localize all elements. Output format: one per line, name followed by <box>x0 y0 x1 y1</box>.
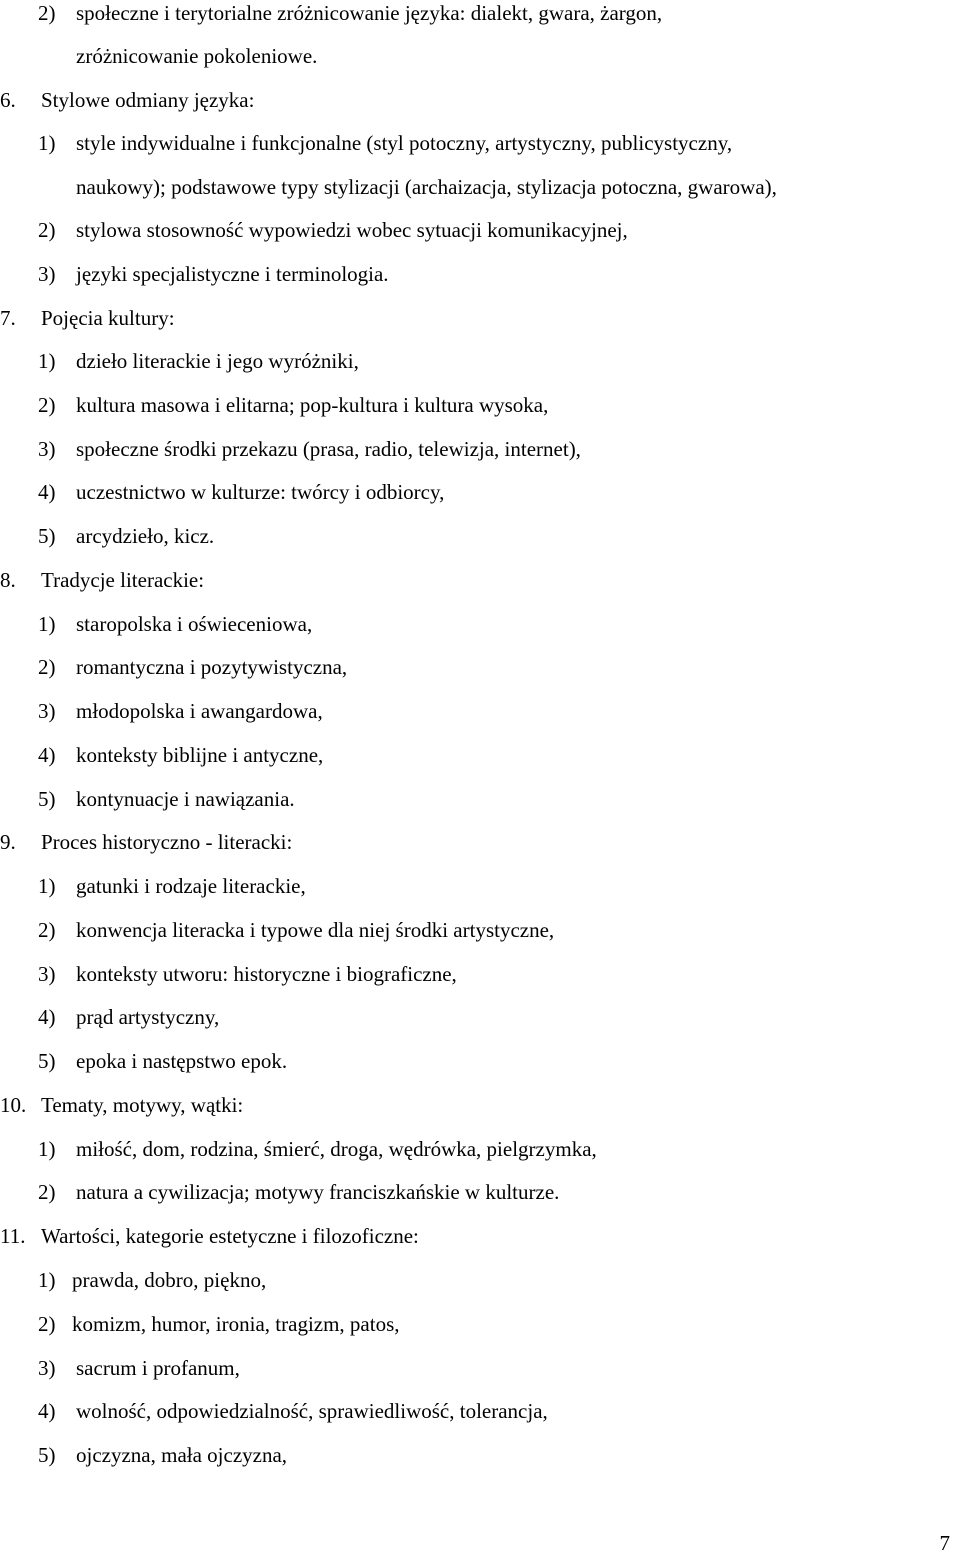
item-text: młodopolska i awangardowa, <box>76 699 323 723</box>
item-text: dzieło literackie i jego wyróżniki, <box>76 349 359 373</box>
section-title: Wartości, kategorie estetyczne i filozoficzne: <box>41 1224 419 1248</box>
item-number: 1) <box>38 874 56 898</box>
item-text: zróżnicowanie pokoleniowe. <box>76 44 318 68</box>
section-title: Stylowe odmiany języka: <box>41 88 255 112</box>
item-number: 2) <box>38 655 56 679</box>
item-number: 5) <box>38 1049 56 1073</box>
item-text: komizm, humor, ironia, tragizm, patos, <box>72 1312 400 1336</box>
item-text: wolność, odpowiedzialność, sprawiedliwość, tolerancja, <box>76 1399 548 1423</box>
item-text: sacrum i profanum, <box>76 1356 240 1380</box>
item-number: 2) <box>38 1312 56 1336</box>
section-title: Pojęcia kultury: <box>41 306 175 330</box>
item-number: 4) <box>38 480 56 504</box>
item-number: 4) <box>38 1399 56 1423</box>
item-text: stylowa stosowność wypowiedzi wobec sytuacji komunikacyjnej, <box>76 218 628 242</box>
item-text: style indywidualne i funkcjonalne (styl potoczny, artystyczny, publicystyczny, <box>76 131 733 155</box>
section-title: Tematy, motywy, wątki: <box>41 1093 244 1117</box>
item-number: 2) <box>38 1180 56 1204</box>
item-number: 2) <box>38 1 56 25</box>
item-number: 4) <box>38 1005 56 1029</box>
item-text: arcydzieło, kicz. <box>76 524 215 548</box>
section-number: 9. <box>0 830 16 854</box>
item-number: 3) <box>38 262 56 286</box>
item-number: 2) <box>38 918 56 942</box>
item-number: 5) <box>38 787 56 811</box>
item-number: 5) <box>38 524 56 548</box>
item-number: 3) <box>38 437 56 461</box>
section-title: Proces historyczno - literacki: <box>41 830 293 854</box>
item-text: ojczyzna, mała ojczyzna, <box>76 1443 288 1467</box>
item-number: 1) <box>38 349 56 373</box>
section-number: 10. <box>0 1093 27 1117</box>
item-text: kultura masowa i elitarna; pop-kultura i kultura wysoka, <box>76 393 549 417</box>
item-text: społeczne i terytorialne zróżnicowanie języka: dialekt, gwara, żargon, <box>76 1 663 25</box>
item-text: prąd artystyczny, <box>76 1005 220 1029</box>
item-number: 1) <box>38 1137 56 1161</box>
section-number: 8. <box>0 568 16 592</box>
item-text: natura a cywilizacja; motywy franciszkańskie w kulturze. <box>76 1180 560 1204</box>
item-text: naukowy); podstawowe typy stylizacji (archaizacja, stylizacja potoczna, gwarowa), <box>76 175 777 199</box>
item-text: miłość, dom, rodzina, śmierć, droga, wędrówka, pielgrzymka, <box>76 1137 597 1161</box>
item-number: 2) <box>38 218 56 242</box>
item-text: konwencja literacka i typowe dla niej środki artystyczne, <box>76 918 555 942</box>
page-number: 7 <box>939 1531 950 1555</box>
item-number: 3) <box>38 1356 56 1380</box>
item-text: społeczne środki przekazu (prasa, radio, telewizja, internet), <box>76 437 581 461</box>
item-text: konteksty utworu: historyczne i biograficzne, <box>76 962 457 986</box>
item-text: gatunki i rodzaje literackie, <box>76 874 306 898</box>
item-number: 2) <box>38 393 56 417</box>
section-title: Tradycje literackie: <box>41 568 205 592</box>
item-number: 1) <box>38 612 56 636</box>
section-number: 11. <box>0 1224 26 1248</box>
item-text: uczestnictwo w kulturze: twórcy i odbiorcy, <box>76 480 445 504</box>
item-text: prawda, dobro, piękno, <box>72 1268 267 1292</box>
section-number: 7. <box>0 306 16 330</box>
item-text: języki specjalistyczne i terminologia. <box>76 262 389 286</box>
item-text: romantyczna i pozytywistyczna, <box>76 655 348 679</box>
item-number: 1) <box>38 131 56 155</box>
item-number: 3) <box>38 962 56 986</box>
item-number: 5) <box>38 1443 56 1467</box>
item-number: 1) <box>38 1268 56 1292</box>
item-text: konteksty biblijne i antyczne, <box>76 743 324 767</box>
item-text: epoka i następstwo epok. <box>76 1049 288 1073</box>
section-number: 6. <box>0 88 16 112</box>
item-text: kontynuacje i nawiązania. <box>76 787 295 811</box>
item-text: staropolska i oświeceniowa, <box>76 612 313 636</box>
item-number: 3) <box>38 699 56 723</box>
item-number: 4) <box>38 743 56 767</box>
